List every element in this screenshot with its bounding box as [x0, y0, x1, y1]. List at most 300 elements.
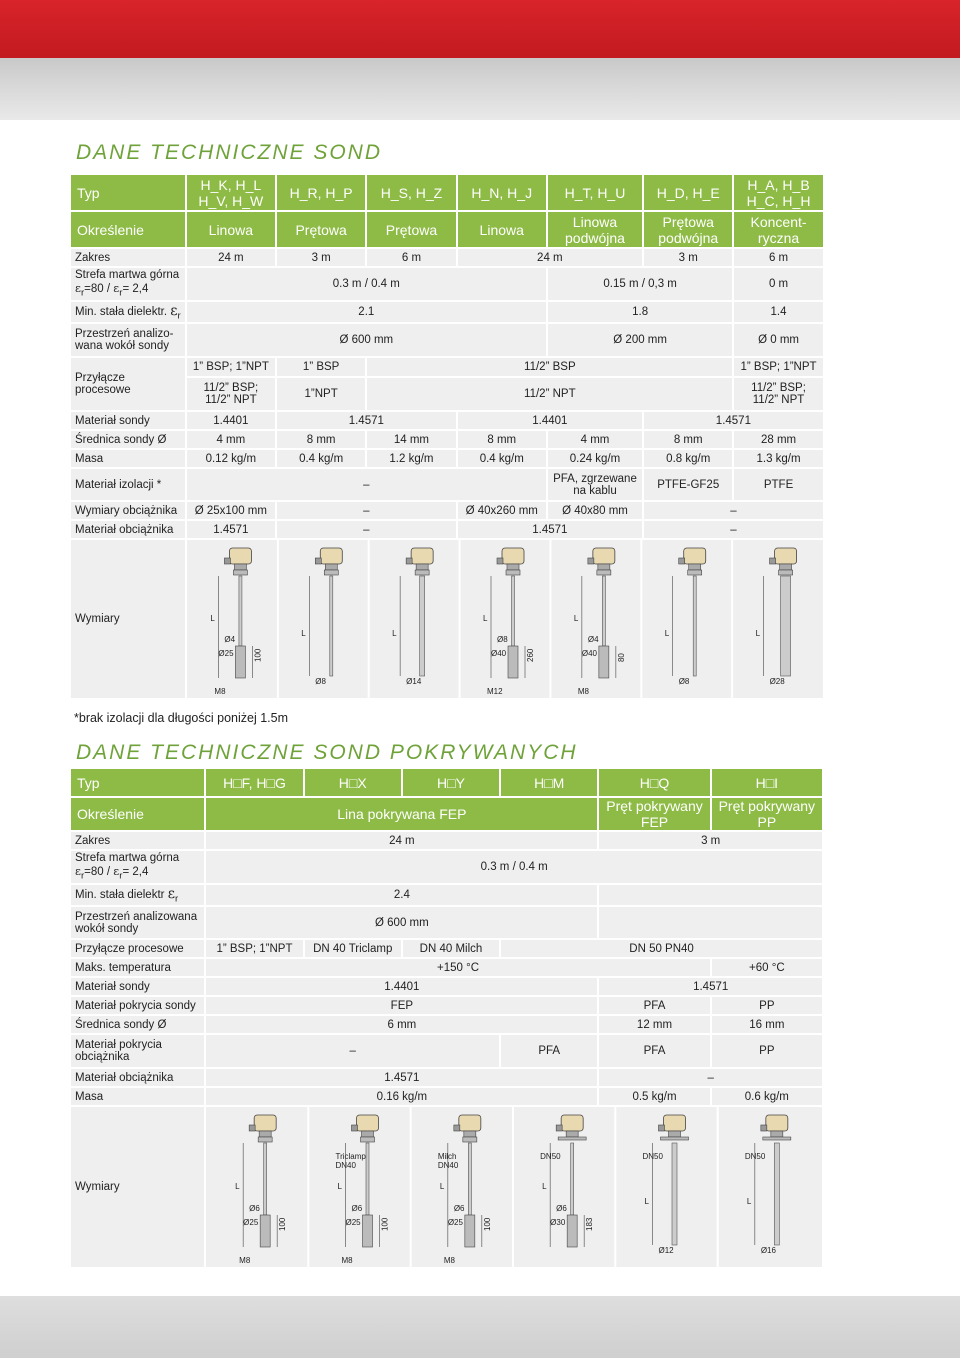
connection-label: DN50 — [642, 1152, 664, 1161]
label-strefa: Strefa martwa górna $\varepsilon_r=80 / \varepsilon_r= 2,4$ — [71, 268, 185, 300]
value-cell: DN 40 Milch — [403, 940, 499, 957]
weight-height-label: 100 — [380, 1217, 390, 1231]
value-cell: 1.8 — [548, 302, 732, 322]
probe-drawing — [301, 548, 342, 686]
weight-diameter-label: Ø30 — [550, 1218, 566, 1227]
probe-drawing — [210, 548, 262, 696]
label-masa: Masa — [71, 1088, 204, 1105]
dimension-L-label: L — [391, 629, 397, 638]
type-cell: H□X — [305, 769, 401, 796]
probe-head — [255, 1115, 277, 1131]
okr-cell: Prętowa — [367, 212, 455, 247]
thread-nut — [324, 570, 338, 575]
weight-diameter-label: Ø25 — [345, 1218, 361, 1227]
value-cell: – — [644, 521, 823, 538]
thread-label: M8 — [577, 687, 589, 696]
cable-gland — [315, 558, 321, 564]
diameter-label: Ø6 — [249, 1204, 261, 1213]
value-cell: 1.4 — [734, 302, 822, 322]
row-material — [71, 412, 823, 429]
connection-label: Milch — [438, 1152, 457, 1161]
value-cell: 8 mm — [458, 431, 546, 448]
value-cell: Ø 25x100 mm — [187, 502, 275, 519]
probe-head — [502, 548, 524, 564]
value-cell: +60 °C — [712, 959, 822, 976]
dimension-L-label: L — [300, 629, 306, 638]
row-przestrzen — [71, 324, 823, 356]
probe-rod — [264, 1143, 267, 1215]
probe-neck — [598, 564, 610, 570]
label-min-stala: Min. stała dielektr. $\varepsilon_r$ — [71, 302, 185, 322]
label-min-stala: Min. stała dielektr $\varepsilon_r$ — [71, 885, 204, 905]
value-cell: PTFE — [734, 469, 822, 500]
label-przylacze: Przyłącze procesowe — [71, 358, 185, 410]
row-wymiary-obciaznika — [71, 502, 823, 519]
top-grey-band — [0, 58, 960, 120]
label-wymiary-obciaznika: Wymiary obciążnika — [71, 502, 185, 519]
diameter-label: Ø6 — [556, 1204, 568, 1213]
okr-cell: Linowa — [458, 212, 546, 247]
probe-neck — [362, 1131, 374, 1137]
label-zakres: Zakres — [71, 832, 204, 849]
connection-label: DN50 — [745, 1152, 766, 1161]
diameter-label: Ø8 — [678, 677, 690, 686]
connection-label: DN40 — [335, 1161, 357, 1170]
value-cell: 1” BSP; 1”NPT — [734, 358, 822, 376]
probe-head — [774, 548, 796, 564]
probe-rod — [511, 576, 514, 646]
row-typ-2 — [71, 769, 822, 796]
value-cell: 1.4401 — [187, 412, 275, 429]
thread-nut — [259, 1137, 273, 1142]
probe-rod — [602, 576, 605, 646]
weight-height-label: 100 — [483, 1217, 493, 1231]
cable-gland — [659, 1125, 665, 1131]
section-title-1: DANE TECHNICZNE SOND — [76, 141, 383, 164]
row-zakres-2 — [71, 832, 822, 849]
dimension-L-label: L — [573, 614, 579, 623]
dimension-L-label: L — [337, 1182, 343, 1191]
value-cell: 24 m — [458, 249, 642, 266]
weight-height-label: 100 — [278, 1217, 288, 1231]
value-cell: DN 40 Triclamp — [305, 940, 401, 957]
value-cell: 6 m — [734, 249, 822, 266]
value-cell: 14 mm — [367, 431, 455, 448]
probe-neck — [779, 564, 791, 570]
thread-nut — [778, 570, 792, 575]
weight-diameter-label: Ø40 — [490, 649, 506, 658]
value-cell: 0.5 kg/m — [599, 1088, 709, 1105]
drawings-strip-1 — [187, 540, 823, 698]
value-cell: +150 °C — [206, 959, 709, 976]
probe-neck — [771, 1131, 783, 1137]
value-cell: 11/2” BSP; 11/2” NPT — [734, 378, 822, 410]
row-wymiary-2 — [71, 1107, 822, 1267]
cable-gland — [761, 1125, 767, 1131]
diameter-label: Ø6 — [351, 1204, 363, 1213]
value-cell: 0.16 kg/m — [206, 1088, 597, 1105]
value-cell: – — [277, 521, 456, 538]
value-cell: Ø 40x80 mm — [548, 502, 642, 519]
probe-head — [459, 1115, 481, 1131]
row-min-stala-2 — [71, 885, 822, 905]
row-okreslenie — [71, 212, 823, 247]
row-przestrzen-2 — [71, 907, 822, 938]
weight — [465, 1215, 475, 1247]
value-cell: 0.24 kg/m — [548, 450, 642, 467]
probe-neck — [464, 1131, 476, 1137]
value-cell: Ø 200 mm — [548, 324, 732, 356]
value-cell: FEP — [206, 997, 597, 1014]
value-cell: Ø 0 mm — [734, 324, 822, 356]
probe-neck — [416, 564, 428, 570]
diameter-label: Ø6 — [454, 1204, 465, 1213]
label-material-obciaznika: Materiał obciążnika — [71, 1069, 204, 1086]
row-masa-2 — [71, 1088, 822, 1105]
type-cell: H_K, H_L H_V, H_W — [187, 175, 275, 210]
cable-gland — [497, 558, 503, 564]
okr-cell: Prętowa podwójna — [644, 212, 732, 247]
diameter-label: Ø16 — [761, 1246, 777, 1255]
thread-nut — [597, 570, 611, 575]
value-cell: 4 mm — [548, 431, 642, 448]
connection-label: DN50 — [540, 1152, 561, 1161]
value-cell: 8 mm — [644, 431, 732, 448]
probe-rod — [571, 1143, 574, 1215]
thread-label: M8 — [239, 1256, 251, 1265]
probe-head — [357, 1115, 379, 1131]
value-cell: 3 m — [599, 832, 822, 849]
row-min-stala — [71, 302, 823, 322]
dimension-L-label: L — [440, 1182, 445, 1191]
type-cell: H□I — [712, 769, 822, 796]
cable-gland — [588, 558, 594, 564]
okr-cell: Linowa — [187, 212, 275, 247]
label-srednica: Średnica sondy Ø — [71, 1016, 204, 1033]
probe-neck — [507, 564, 519, 570]
row-masa — [71, 450, 823, 467]
value-cell: 1.4571 — [458, 521, 642, 538]
probe-head — [320, 548, 342, 564]
weight-height-label: 100 — [253, 648, 263, 662]
label-material: Materiał sondy — [71, 978, 204, 995]
value-cell: DN 50 PN40 — [501, 940, 822, 957]
probe-head — [683, 548, 705, 564]
value-cell: PFA — [501, 1035, 597, 1067]
flange — [559, 1137, 587, 1140]
bottom-grey-band — [0, 1296, 960, 1358]
cable-gland — [454, 1125, 460, 1131]
cable-gland — [678, 558, 684, 564]
row-material-obciaznika-2 — [71, 1069, 822, 1086]
value-cell: 1.2 kg/m — [367, 450, 455, 467]
label-material: Materiał sondy — [71, 412, 185, 429]
value-cell: 0.8 kg/m — [644, 450, 732, 467]
type-cell: H_D, H_E — [644, 175, 732, 210]
probe-neck — [260, 1131, 272, 1137]
diameter-label: Ø14 — [405, 677, 421, 686]
value-cell: 0.6 kg/m — [712, 1088, 822, 1105]
thread-nut — [361, 1137, 375, 1142]
row-typ — [71, 175, 823, 210]
thread-label: M12 — [486, 687, 503, 696]
okr-cell: Koncent- ryczna — [734, 212, 822, 247]
value-cell: 1.4571 — [187, 521, 275, 538]
cable-gland — [557, 1125, 563, 1131]
type-cell: H_S, H_Z — [367, 175, 455, 210]
value-cell: 3 m — [277, 249, 365, 266]
probe-drawing — [336, 1115, 390, 1265]
value-cell: 24 m — [206, 832, 597, 849]
value-cell: 1” BSP — [277, 358, 365, 376]
dimension-L-label: L — [235, 1182, 240, 1191]
value-cell: 0 m — [734, 268, 822, 300]
probe-rod — [469, 1143, 472, 1215]
probe-drawing — [483, 548, 535, 696]
okr-cell: Linowa podwójna — [548, 212, 642, 247]
cable-gland — [224, 558, 230, 564]
dimension-L-label: L — [210, 614, 215, 623]
drawings-strip-2 — [206, 1107, 822, 1267]
probe-rod — [693, 576, 696, 676]
probe-drawings-2 — [206, 1107, 820, 1267]
value-cell: – — [644, 502, 823, 519]
value-cell: 1.3 kg/m — [734, 450, 822, 467]
cable-gland — [406, 558, 412, 564]
type-cell: H□M — [501, 769, 597, 796]
row-wymiary — [71, 540, 823, 698]
thread-nut — [415, 570, 429, 575]
value-cell: PTFE-GF25 — [644, 469, 732, 500]
dimension-L-label: L — [482, 614, 488, 623]
probe-rod — [239, 576, 242, 646]
value-cell: Ø 40x260 mm — [458, 502, 546, 519]
type-cell: H_A, H_B H_C, H_H — [734, 175, 822, 210]
value-cell: 0.4 kg/m — [277, 450, 365, 467]
probe-drawings-1 — [187, 540, 823, 698]
cable-gland — [769, 558, 775, 564]
probe-drawing — [664, 548, 705, 686]
probe-drawing — [574, 548, 626, 696]
probe-drawing — [438, 1115, 492, 1265]
dimension-L-label: L — [755, 629, 760, 638]
row-przylacze-2t — [71, 940, 822, 957]
thread-nut — [463, 1137, 477, 1142]
type-cell: H_T, H_U — [548, 175, 642, 210]
weight-height-label: 80 — [616, 653, 626, 662]
row-srednica — [71, 431, 823, 448]
diameter-label: Ø4 — [224, 635, 235, 644]
value-cell: 0.12 kg/m — [187, 450, 275, 467]
label-wymiary: Wymiary — [71, 1107, 204, 1267]
probe-rod — [780, 576, 790, 676]
weight — [235, 646, 245, 678]
label-pokrycie: Materiał pokrycia sondy — [71, 997, 204, 1014]
row-zakres — [71, 249, 823, 266]
thread-label: M8 — [341, 1256, 353, 1265]
weight-diameter-label: Ø25 — [243, 1218, 259, 1227]
weight — [363, 1215, 373, 1247]
probe-rod — [329, 576, 332, 676]
empty-cell — [599, 885, 822, 905]
dimension-L-label: L — [644, 1197, 650, 1206]
okr-cell: Pręt pokrywany FEP — [599, 798, 709, 830]
label-okreslenie: Określenie — [71, 798, 204, 830]
diameter-label: Ø8 — [314, 677, 326, 686]
label-material-obciaznika: Materiał obciążnika — [71, 521, 185, 538]
value-cell: Ø 600 mm — [206, 907, 597, 938]
label-pokrycie-obciaznika: Materiał pokrycia obciążnika — [71, 1035, 204, 1067]
empty-cell — [599, 907, 822, 938]
probe-neck — [669, 1131, 681, 1137]
value-cell: 1.4401 — [458, 412, 642, 429]
value-cell: 2.4 — [206, 885, 597, 905]
probe-neck — [234, 564, 246, 570]
specs-table-1 — [69, 173, 825, 700]
value-cell: 1.4571 — [277, 412, 456, 429]
label-typ: Typ — [71, 175, 185, 210]
row-okreslenie-2 — [71, 798, 822, 830]
probe-drawing — [541, 1115, 595, 1247]
type-cell: H_N, H_J — [458, 175, 546, 210]
probe-rod — [419, 576, 424, 676]
probe-head — [229, 548, 251, 564]
section-title-2: DANE TECHNICZNE SOND POKRYWANYCH — [76, 741, 578, 764]
value-cell: 11/2” NPT — [367, 378, 732, 410]
value-cell: 1” BSP; 1”NPT — [206, 940, 302, 957]
label-wymiary: Wymiary — [71, 540, 185, 698]
probe-drawing — [643, 1115, 689, 1255]
value-cell: PP — [712, 1035, 822, 1067]
value-cell: Ø 600 mm — [187, 324, 546, 356]
value-cell: 4 mm — [187, 431, 275, 448]
specs-table-2 — [69, 767, 824, 1269]
value-cell: 1”NPT — [277, 378, 365, 410]
probe-neck — [325, 564, 337, 570]
row-material-2 — [71, 978, 822, 995]
value-cell: 28 mm — [734, 431, 822, 448]
label-typ: Typ — [71, 769, 204, 796]
connection-label: Triclamp — [335, 1152, 367, 1161]
probe-drawing — [745, 1115, 791, 1255]
type-cell: H□F, H□G — [206, 769, 302, 796]
okr-cell: Prętowa — [277, 212, 365, 247]
weight-diameter-label: Ø25 — [448, 1218, 464, 1227]
row-strefa-2 — [71, 851, 822, 883]
probe-rod — [672, 1143, 677, 1245]
flange — [763, 1137, 791, 1140]
row-pokrycie — [71, 997, 822, 1014]
dimension-L-label: L — [542, 1182, 547, 1191]
thread-label: M8 — [214, 687, 226, 696]
value-cell: 8 mm — [277, 431, 365, 448]
value-cell: 11/2” BSP; 11/2” NPT — [187, 378, 275, 410]
label-srednica: Średnica sondy Ø — [71, 431, 185, 448]
weight-height-label: 183 — [585, 1217, 595, 1231]
label-przestrzen: Przestrzeń analizo- wana wokół sondy — [71, 324, 185, 356]
value-cell: PFA — [599, 1035, 709, 1067]
row-pokrycie-obciaznika — [71, 1035, 822, 1067]
probe-drawing — [755, 548, 796, 686]
probe-head — [411, 548, 433, 564]
thread-nut — [233, 570, 247, 575]
cable-gland — [352, 1125, 358, 1131]
diameter-label: Ø28 — [769, 677, 785, 686]
value-cell: 6 m — [367, 249, 455, 266]
value-cell: – — [599, 1069, 822, 1086]
type-cell: H_R, H_P — [277, 175, 365, 210]
value-cell: 1.4571 — [644, 412, 823, 429]
top-red-band — [0, 0, 960, 58]
label-przestrzen: Przestrzeń analizowana wokół sondy — [71, 907, 204, 938]
probe-head — [593, 548, 615, 564]
label-okreslenie: Określenie — [71, 212, 185, 247]
probe-head — [562, 1115, 584, 1131]
weight — [261, 1215, 271, 1247]
value-cell: 3 m — [644, 249, 732, 266]
okr-cell: Pręt pokrywany PP — [712, 798, 822, 830]
insulation-note: *brak izolacji dla długości poniżej 1.5m — [74, 711, 289, 725]
type-cell: H□Y — [403, 769, 499, 796]
value-cell: – — [206, 1035, 499, 1067]
probe-rod — [366, 1143, 369, 1215]
probe-head — [664, 1115, 686, 1131]
value-cell: PFA, zgrzewane na kablu — [548, 469, 642, 500]
weight — [508, 646, 518, 678]
dimension-L-label: L — [747, 1197, 752, 1206]
label-przylacze: Przyłącze procesowe — [71, 940, 204, 957]
thread-nut — [506, 570, 520, 575]
value-cell: 1.4571 — [206, 1069, 597, 1086]
weight-diameter-label: Ø40 — [581, 649, 597, 658]
okr-cell: Lina pokrywana FEP — [206, 798, 597, 830]
thread-label: M8 — [444, 1256, 456, 1265]
probe-head — [766, 1115, 788, 1131]
label-temperatura: Maks. temperatura — [71, 959, 204, 976]
weight — [599, 646, 609, 678]
weight-height-label: 260 — [525, 648, 535, 662]
value-cell: 1.4571 — [599, 978, 822, 995]
value-cell: – — [187, 469, 546, 500]
label-izolacja: Materiał izolacji * — [71, 469, 185, 500]
probe-rod — [775, 1143, 780, 1245]
value-cell: 12 mm — [599, 1016, 709, 1033]
row-srednica-2 — [71, 1016, 822, 1033]
connection-label: DN40 — [438, 1161, 459, 1170]
label-zakres: Zakres — [71, 249, 185, 266]
value-cell: – — [277, 502, 456, 519]
diameter-label: Ø4 — [587, 635, 599, 644]
value-cell: 2.1 — [187, 302, 546, 322]
weight-diameter-label: Ø25 — [218, 649, 234, 658]
probe-drawing — [236, 1115, 288, 1265]
cable-gland — [250, 1125, 256, 1131]
value-cell: PP — [712, 997, 822, 1014]
probe-drawing — [392, 548, 433, 686]
value-cell: PFA — [599, 997, 709, 1014]
value-cell: 0.3 m / 0.4 m — [187, 268, 546, 300]
value-cell: 0.15 m / 0,3 m — [548, 268, 732, 300]
type-cell: H□Q — [599, 769, 709, 796]
value-cell: 0.3 m / 0.4 m — [206, 851, 822, 883]
value-cell: 1.4401 — [206, 978, 597, 995]
value-cell: 16 mm — [712, 1016, 822, 1033]
diameter-label: Ø12 — [658, 1246, 674, 1255]
value-cell: 6 mm — [206, 1016, 597, 1033]
value-cell: 0.4 kg/m — [458, 450, 546, 467]
thread-nut — [687, 570, 701, 575]
value-cell: 24 m — [187, 249, 275, 266]
